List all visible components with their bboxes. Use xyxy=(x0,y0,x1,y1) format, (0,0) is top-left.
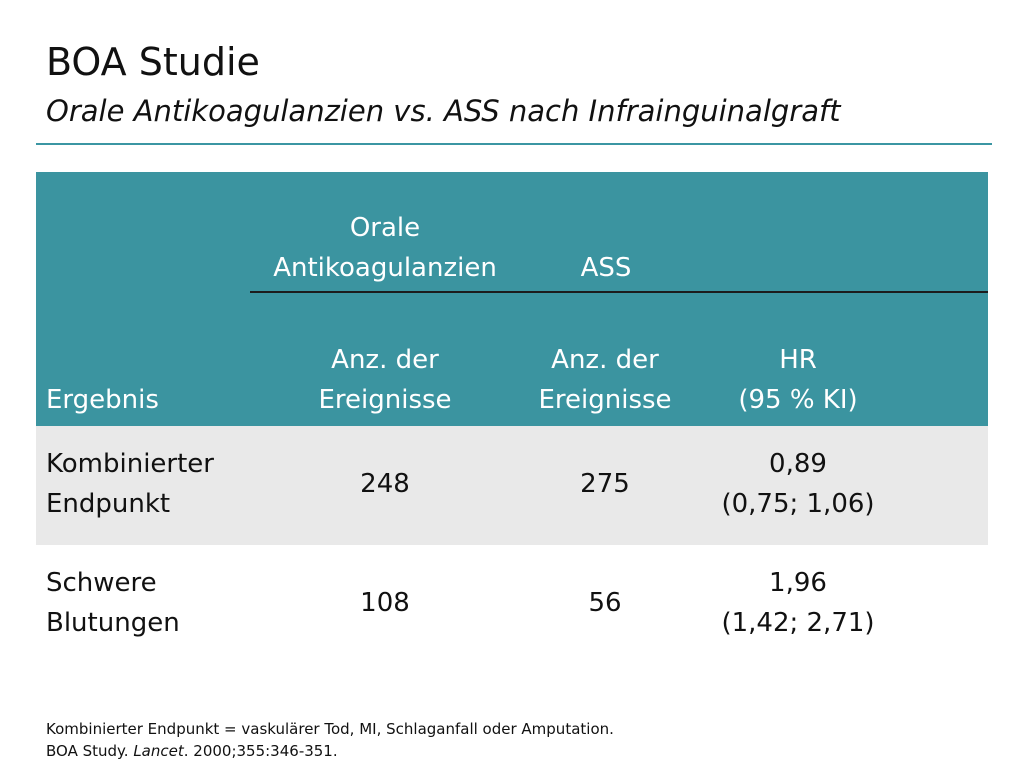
results-table xyxy=(36,172,988,666)
column-header-ass-line2: Ereignisse xyxy=(538,385,672,415)
ass-events-value: 275 xyxy=(580,469,630,499)
table-row xyxy=(36,545,988,666)
slide-subtitle: Orale Antikoagulanzien vs. ASS nach Infrainguinalgraft xyxy=(46,94,841,128)
slide-title: BOA Studie xyxy=(46,40,260,84)
footnote-citation xyxy=(46,740,614,762)
column-header-oak-line2: Ereignisse xyxy=(318,385,452,415)
group-header-oak-line1: Orale xyxy=(349,213,421,243)
citation-suffix: . 2000;355:346-351. xyxy=(183,742,338,760)
column-header-hr-line2: (95 % KI) xyxy=(738,385,858,415)
group-header-oak-line2: Antikoagulanzien xyxy=(273,253,497,283)
footnote-definition: Kombinierter Endpunkt = vaskulärer Tod, MI, Schlaganfall oder Amputation. xyxy=(46,720,614,738)
group-header-ass: ASS xyxy=(580,253,632,283)
column-header-oak-events xyxy=(260,340,510,420)
hr-ci: (0,75; 1,06) xyxy=(721,489,875,519)
table-header xyxy=(36,172,988,426)
oak-events-value: 108 xyxy=(360,588,410,618)
group-header-oak xyxy=(250,208,520,288)
column-header-ass-line1: Anz. der xyxy=(551,345,659,375)
title-divider xyxy=(36,143,992,145)
row-label-line1: Kombinierter xyxy=(46,449,214,479)
hr-value xyxy=(698,563,898,643)
hr-value xyxy=(698,444,898,524)
row-label xyxy=(46,563,180,643)
column-header-oak-line1: Anz. der xyxy=(331,345,439,375)
row-label-line2: Blutungen xyxy=(46,608,180,638)
ass-events-value: 56 xyxy=(588,588,622,618)
citation-prefix: BOA Study. xyxy=(46,742,134,760)
row-label-line2: Endpunkt xyxy=(46,489,171,519)
footnote xyxy=(46,718,614,762)
column-header-hr xyxy=(698,340,898,420)
citation-journal: Lancet xyxy=(133,742,184,760)
row-label-line1: Schwere xyxy=(46,568,157,598)
column-header-hr-line1: HR xyxy=(779,345,817,375)
oak-events-value: 248 xyxy=(360,469,410,499)
column-header-ass-events xyxy=(480,340,730,420)
row-label xyxy=(46,444,214,524)
table-row xyxy=(36,426,988,545)
hr-estimate: 1,96 xyxy=(769,568,827,598)
hr-estimate: 0,89 xyxy=(769,449,827,479)
group-header-underline xyxy=(250,291,988,293)
hr-ci: (1,42; 2,71) xyxy=(721,608,875,638)
column-header-ergebnis: Ergebnis xyxy=(46,385,159,415)
